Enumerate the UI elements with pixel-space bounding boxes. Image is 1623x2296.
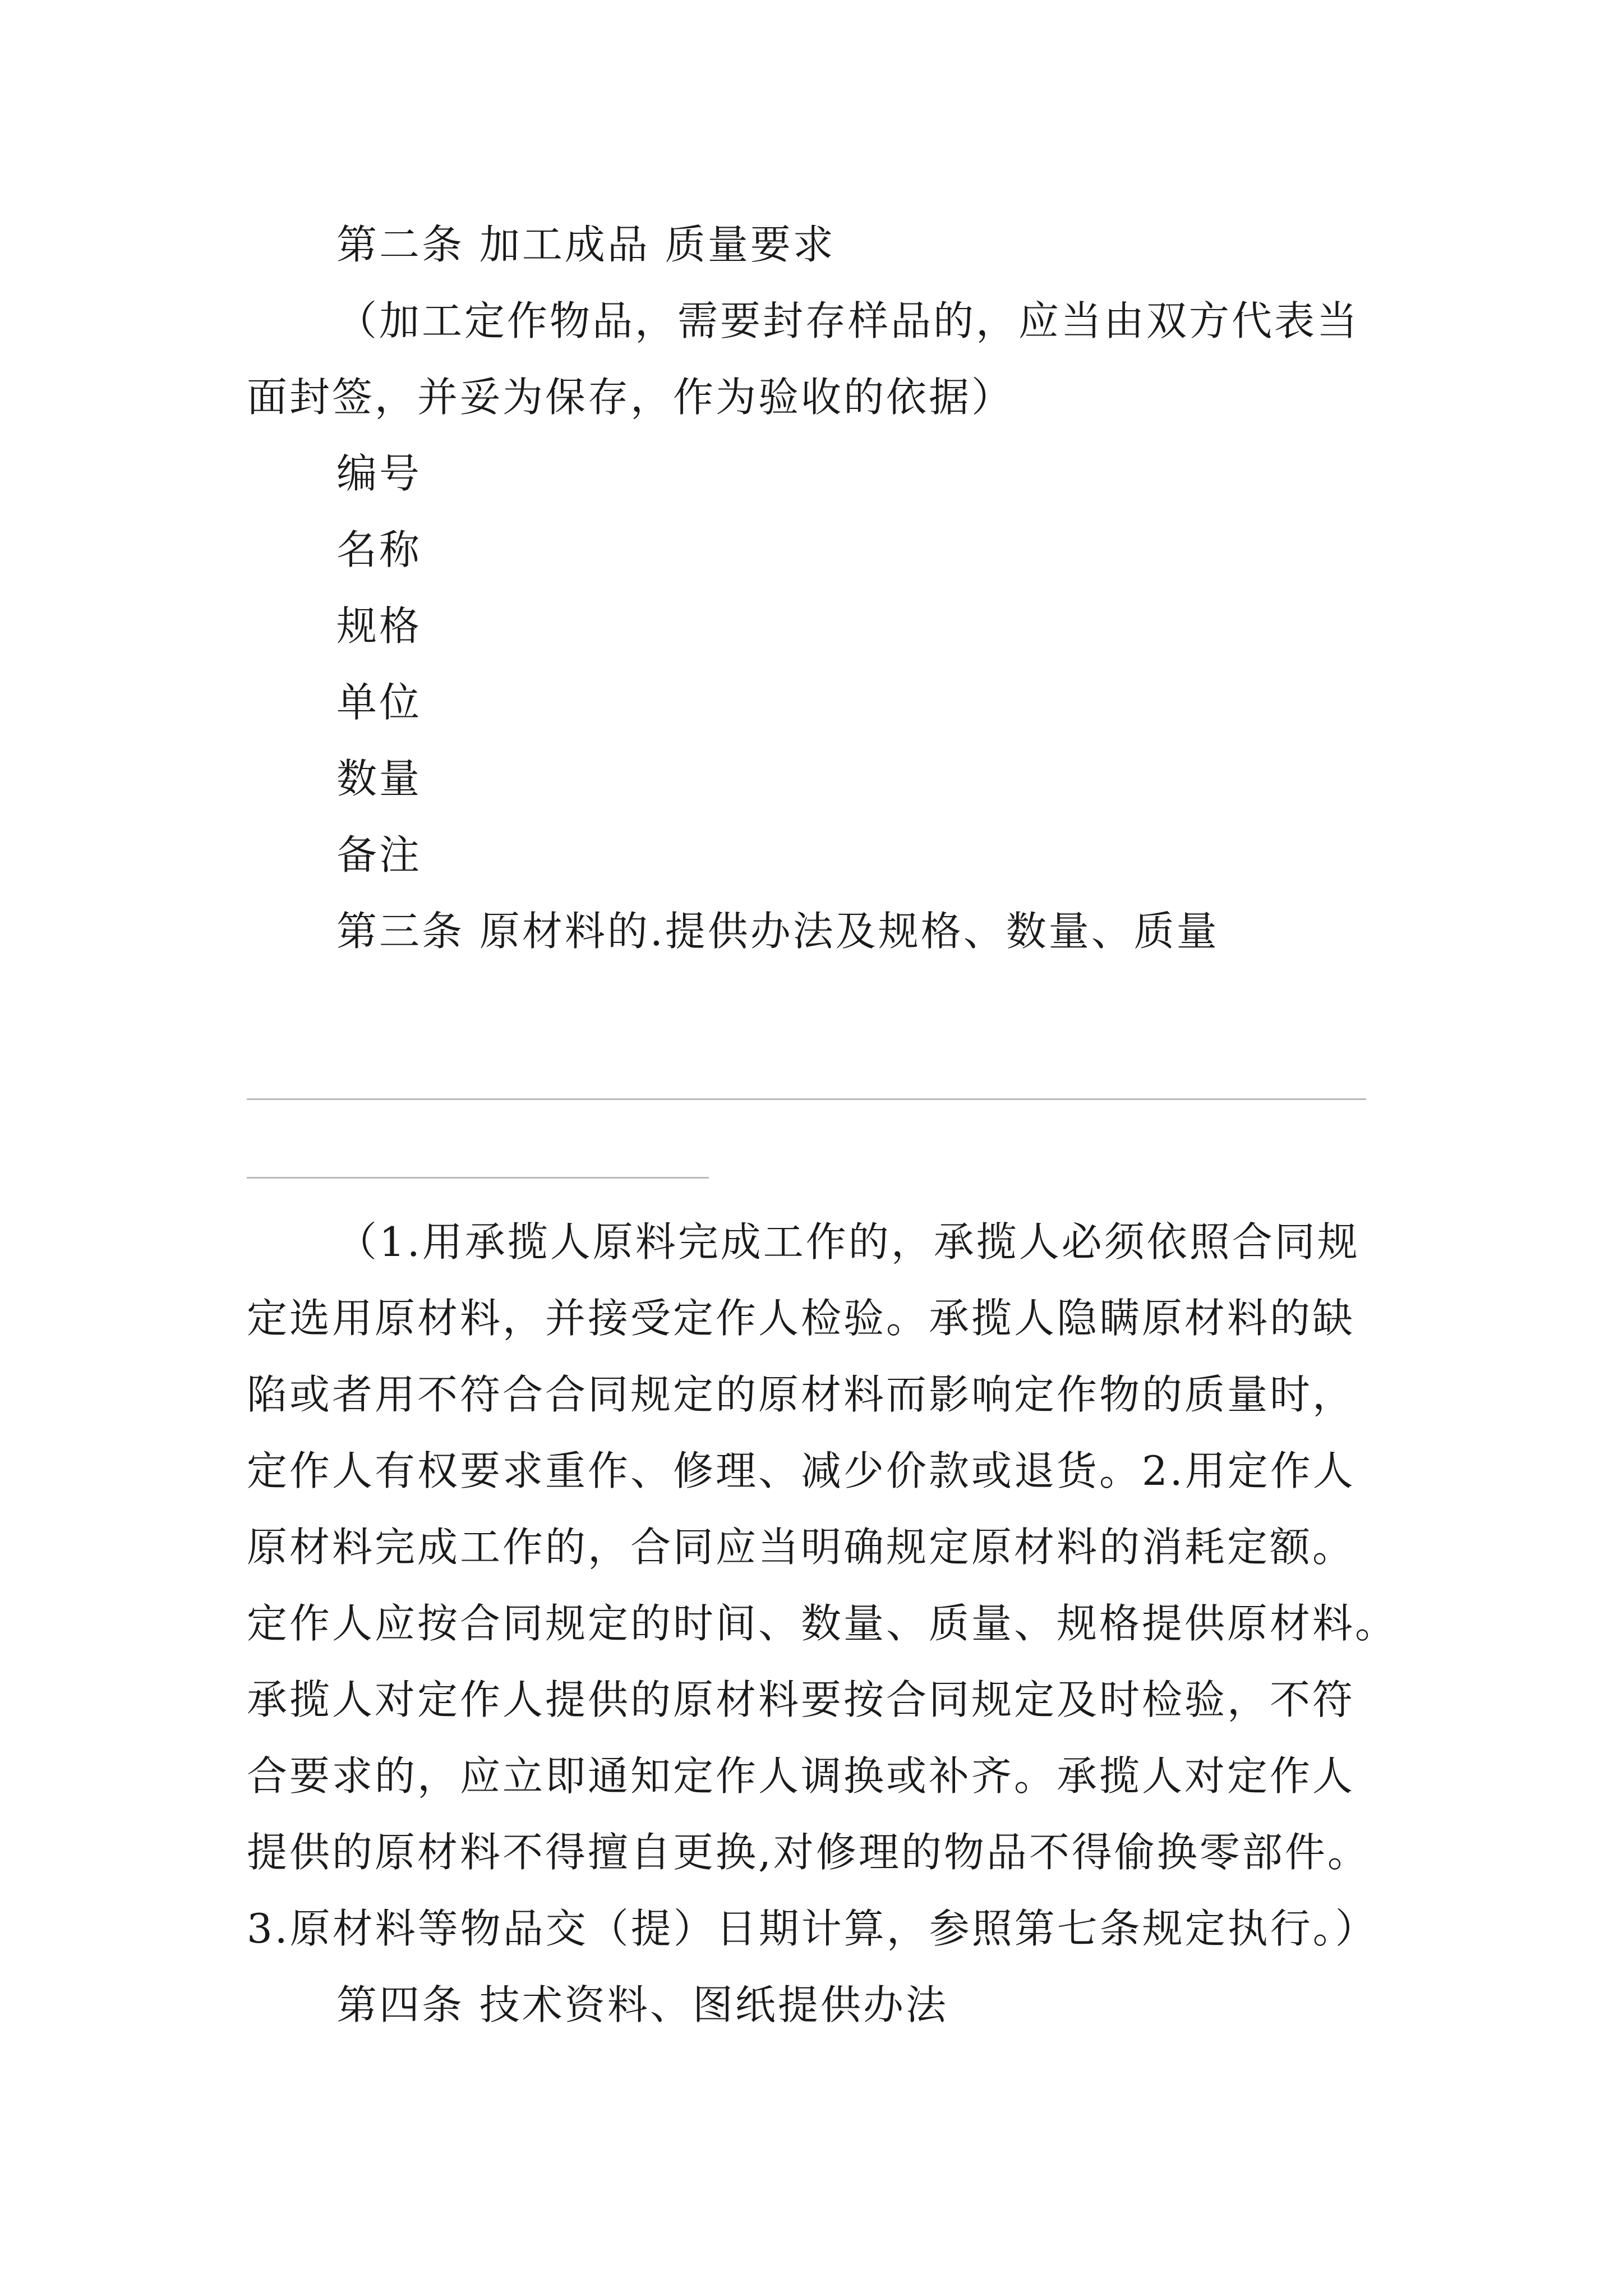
article-3-body-line-1: （1.用承揽人原料完成工作的，承揽人必须依照合同规 (336, 1218, 1360, 1266)
article-3-heading: 第三条 原材料的.提供办法及规格、数量、质量 (336, 908, 1219, 955)
article-3-body-line-5: 原材料完成工作的，合同应当明确规定原材料的消耗定额。 (247, 1524, 1355, 1571)
article-3-body-line-10: 3.原材料等物品交（提）日期计算，参照第七条规定执行。） (247, 1905, 1378, 1952)
blank-fill-line-2 (247, 1177, 709, 1179)
article-3-body-line-7: 承揽人对定作人提供的原材料要按合同规定及时检验，不符 (247, 1676, 1355, 1723)
field-spec: 规格 (336, 602, 422, 650)
article-3-body-line-9: 提供的原材料不得擅自更换,对修理的物品不得偷换零部件。 (247, 1829, 1370, 1876)
article-3-body-line-3: 陷或者用不符合合同规定的原材料而影响定作物的质量时， (247, 1371, 1355, 1418)
field-number: 编号 (336, 450, 422, 497)
article-3-body-line-4: 定作人有权要求重作、修理、减少价款或退货。2.用定作人 (247, 1447, 1355, 1494)
article-3-body-line-8: 合要求的，应立即通知定作人调换或补齐。承揽人对定作人 (247, 1752, 1355, 1800)
article-3-body-line-2: 定选用原材料，并接受定作人检验。承揽人隐瞒原材料的缺 (247, 1295, 1355, 1342)
article-2-note-line-1: （加工定作物品，需要封存样品的，应当由双方代表当 (336, 297, 1360, 344)
blank-fill-line-1 (247, 1098, 1366, 1100)
article-2-heading: 第二条 加工成品 质量要求 (336, 221, 836, 268)
field-quantity: 数量 (336, 755, 422, 802)
field-name: 名称 (336, 526, 422, 573)
article-3-body-line-6: 定作人应按合同规定的时间、数量、质量、规格提供原材料。 (247, 1600, 1398, 1647)
article-4-heading: 第四条 技术资料、图纸提供办法 (336, 1981, 948, 2028)
field-remarks: 备注 (336, 831, 422, 878)
field-unit: 单位 (336, 679, 422, 726)
article-2-note-line-2: 面封签，并妥为保存，作为验收的依据） (247, 374, 1015, 421)
